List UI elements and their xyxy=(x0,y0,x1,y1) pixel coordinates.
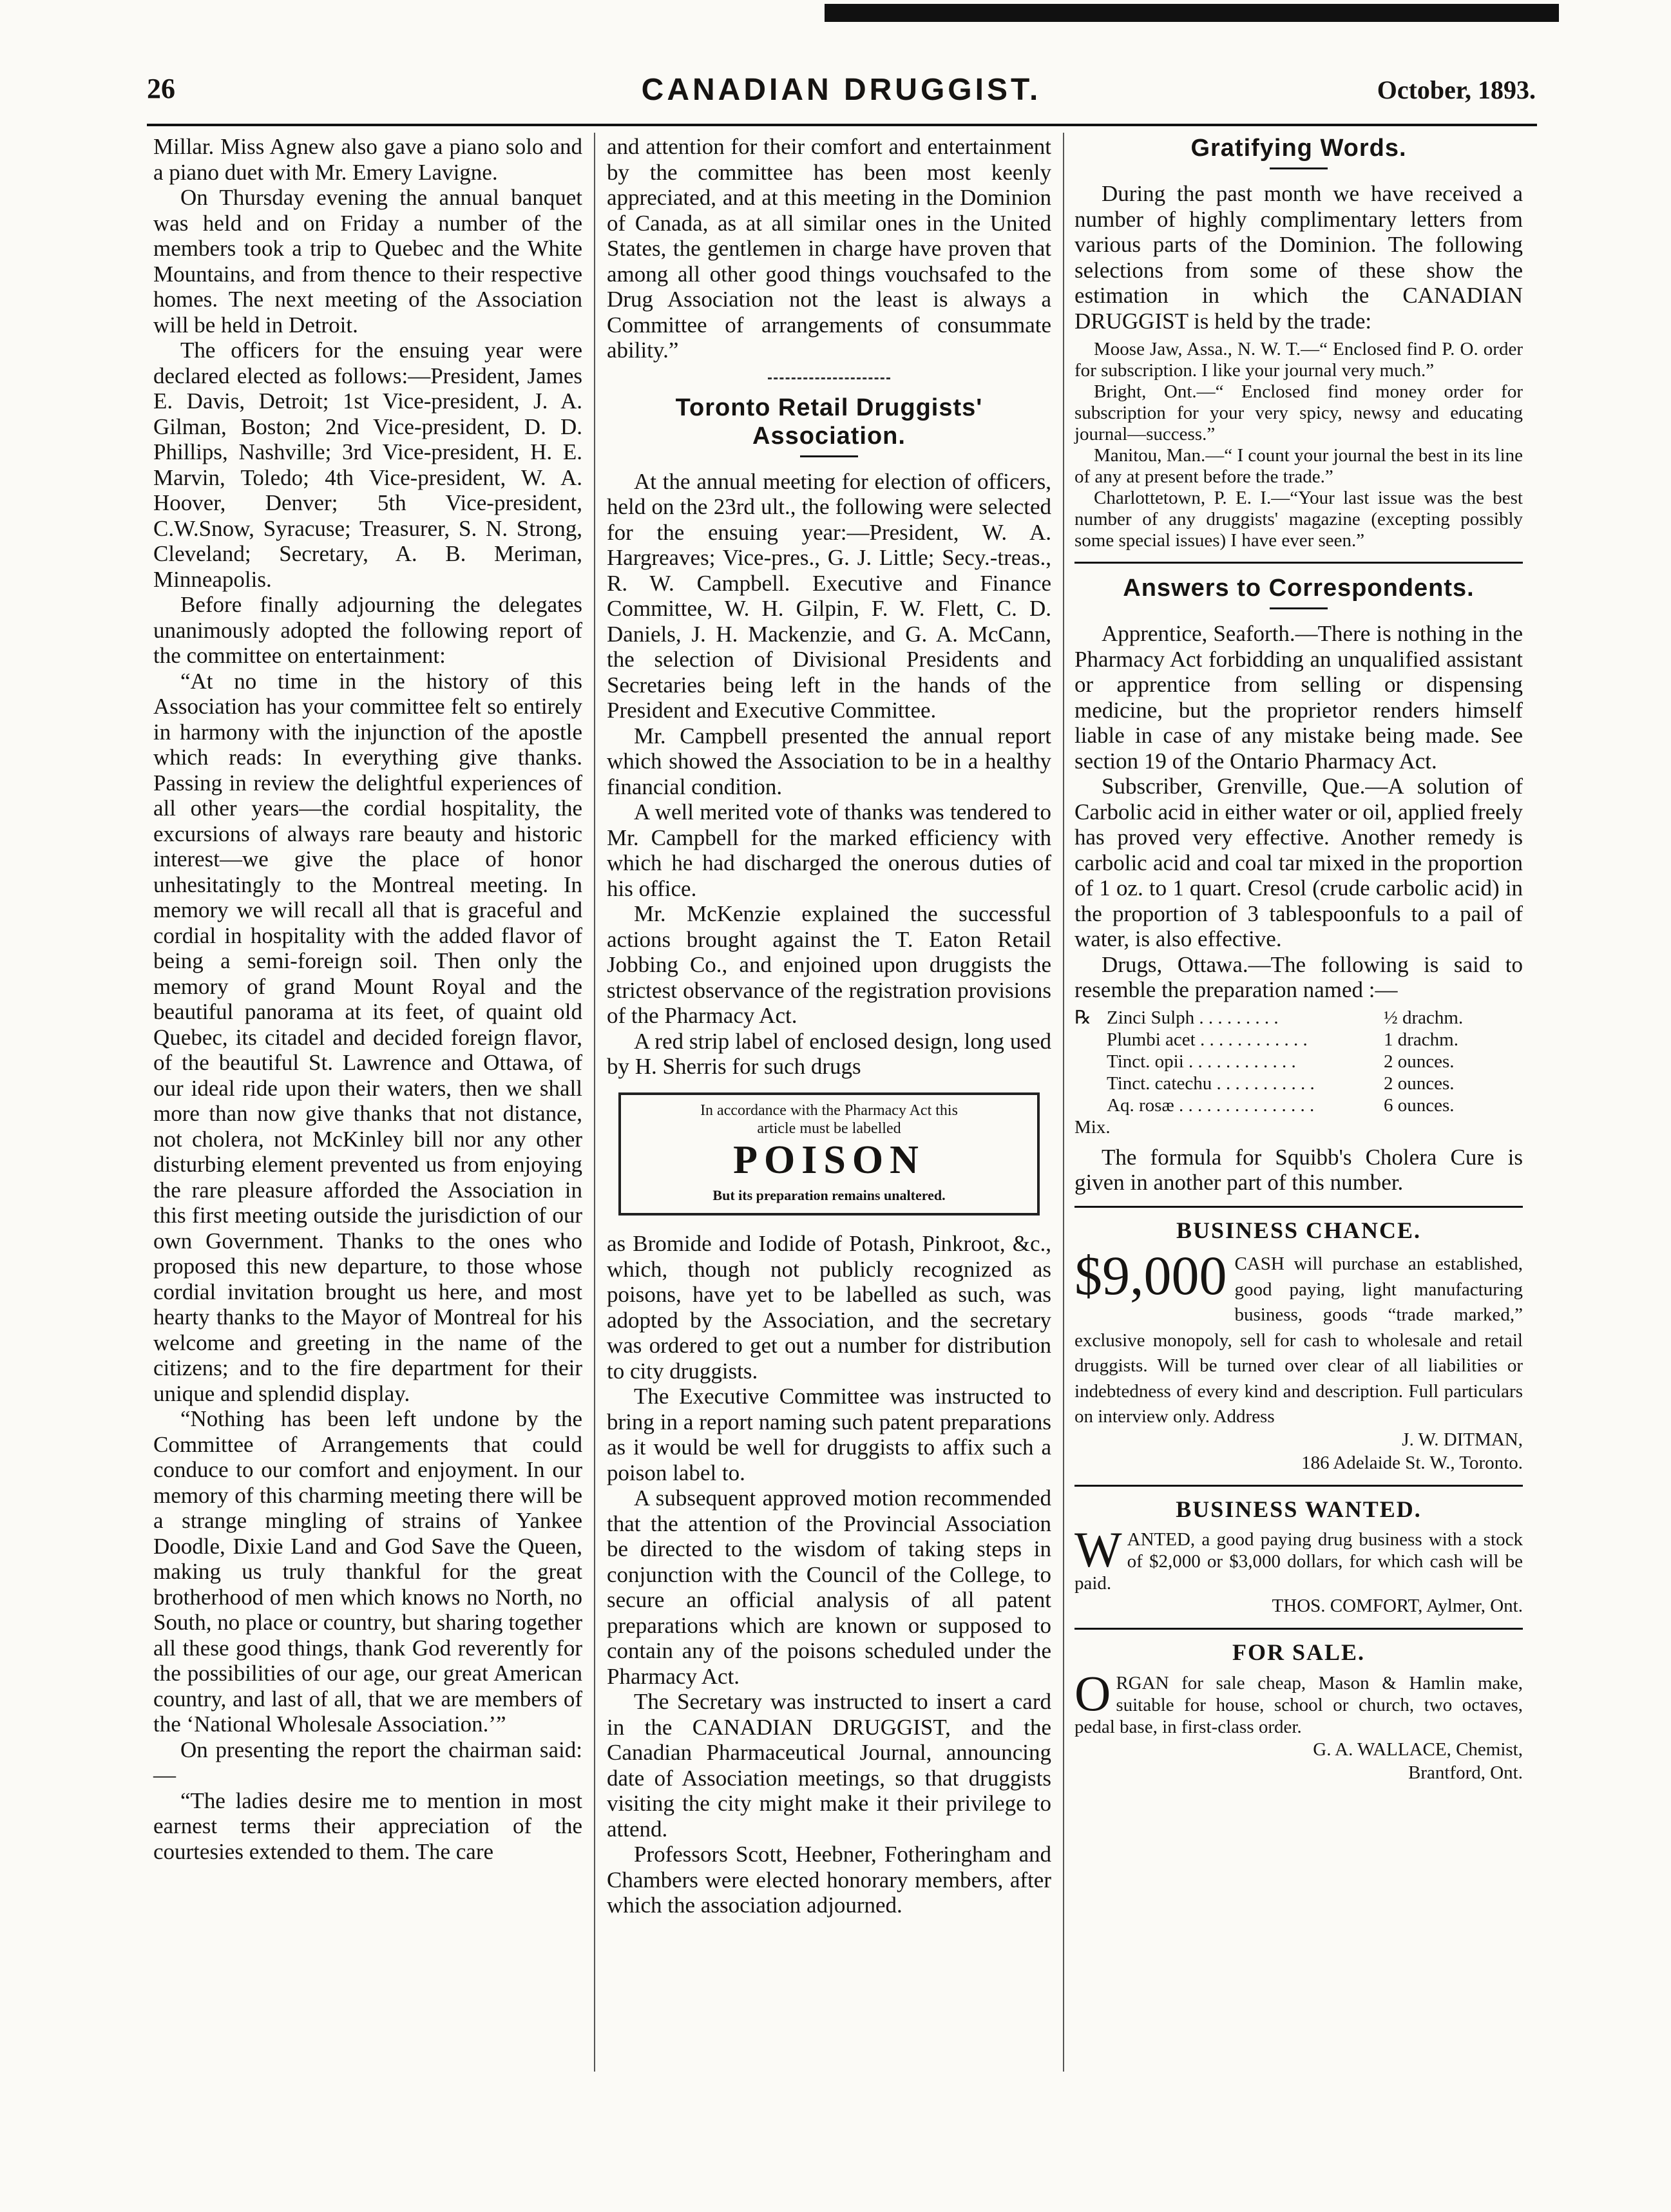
answer: Apprentice, Seaforth.—There is nothing in the Pharmacy Act forbidding an unqualified assistant or apprentice from selling or dispensing medicine, but the proprietor renders himself liable in case of any mistake being made. See section 19 of the Ontario Pharmacy Act. xyxy=(1074,621,1523,774)
paragraph: “Nothing has been left undone by the Committee of Arrangements that could conduce to our comfort and enjoyment. In our memory of this charming meeting there will be a strange mingling of strains of Yankee Doodle, Dixie Land and God Save the Queen, making us truly thankful for the great brotherhood of men which knows no North, no South, no place or country, but sharing together all these good things, thank God reverently for the possibilities of our age, our great American country, and last of all, that we are members of the ‘National Wholesale Association.’” xyxy=(153,1406,582,1737)
ad-heading-for-sale: FOR SALE. xyxy=(1232,1639,1366,1665)
paragraph: At the annual meeting for election of officers, held on the 23rd ult., the following were selected for the ensuing year:—President, W. A. Hargreaves; Vice-pres., G. J. Little; Secy.-treas., R. W. Campbell. Executive and Finance Committee, W. H. Gilpin, F. W. Flett, C. D. Daniels, J. H. Mackenzie, and G. A. McCann, the selection of Divisional Presidents and Secretaries being left in the hands of the President and Executive Committee. xyxy=(607,468,1051,723)
ad-address: 186 Adelaide St. W., Toronto. xyxy=(1301,1452,1523,1473)
ingredient-name: Tinct. opii . . . . . . . . . . . . xyxy=(1107,1051,1296,1072)
ingredient-quantity: ½ drachm. xyxy=(1384,1007,1464,1028)
paragraph: On Thursday evening the annual banquet was held and on Friday a number of the members took a trip to Quebec and the White Mountains, and from thence to their respective homes. The next meeting of the Association will be held in Detroit. xyxy=(153,185,582,338)
testimonial: Moose Jaw, Assa., N. W. T.—“ Enclosed find P. O. order for subscription. I like your journal very much.” xyxy=(1074,339,1523,381)
prescription xyxy=(1074,1007,1523,1138)
ingredient-name: Aq. rosæ . . . . . . . . . . . . . . . xyxy=(1107,1094,1315,1116)
paragraph: Mr. Campbell presented the annual report which showed the Association to be in a healthy financial condition. xyxy=(607,723,1051,799)
paragraph: Professors Scott, Heebner, Fotheringham and Chambers were elected honorary members, after which the association adjourned. xyxy=(607,1842,1051,1918)
ad-for-sale xyxy=(1074,1672,1523,1738)
paragraph: as Bromide and Iodide of Potash, Pinkroot, &c., which, though not publicly recognized as poisons, have yet to be labelled as such, was adopted by the Association, and the secretary was ordered to get out a number for distribution to city druggists. xyxy=(607,1231,1051,1384)
section-rule xyxy=(1074,1628,1523,1630)
prescription-row xyxy=(1074,1029,1523,1051)
column-2 xyxy=(607,134,1051,1918)
ad-signature: G. A. WALLACE, Chemist, xyxy=(1313,1739,1523,1760)
paragraph: “The ladies desire me to mention in most earnest terms their appreciation of the courtesies extended to them. The care xyxy=(153,1788,582,1864)
paragraph: “At no time in the history of this Association has your committee felt so entirely in harmony with the injunction of the apostle which reads: In everything give thanks. Passing in review the delightful experiences of all other years—the cordial hospitality, the excursions of always rare beauty and historic interest—we give the place of honor unhesitatingly to the Montreal meeting. In memory we will recall all that is graceful and cordial in hospitality with the added flavor of being a semi-foreign soil. Then only the memory of grand Mount Royal and the beautiful panorama at its feet, of quaint old Quebec, its citadel and decided foreign flavor, of the beautiful St. Lawrence and Ottawa, of our ideal ride upon their waters, then we shall more than now give thanks that not distance, not cholera, not McKinley bill nor any other disturbing element prevented us from enjoying the rare pleasure afforded the Association in this first meeting outside the jurisdiction of our own Government. Thanks to the ones who proposed this new departure, to those whose cordial invitation brought us here, and most hearty thanks to the Mayor of Montreal for his welcome and greeting in the name of the citizens; and to the fire department for their unique and splendid display. xyxy=(153,668,582,1406)
ad-heading-business-chance: BUSINESS CHANCE. xyxy=(1176,1217,1422,1243)
ingredient-quantity: 1 drachm. xyxy=(1384,1029,1458,1050)
page-header xyxy=(147,72,1536,111)
ad-business-wanted xyxy=(1074,1529,1523,1594)
prescription-row xyxy=(1074,1051,1523,1073)
paragraph: Mr. McKenzie explained the successful actions brought against the T. Eaton Retail Jobbing Co., and enjoined upon druggists the strictest observance of the registration provisions of the Pharmacy Act. xyxy=(607,901,1051,1028)
paragraph: On presenting the report the chairman said:— xyxy=(153,1737,582,1788)
testimonial-quotes xyxy=(1074,339,1523,551)
ingredient-name: Zinci Sulph . . . . . . . . . xyxy=(1107,1007,1279,1028)
paragraph: Millar. Miss Agnew also gave a piano solo and a piano duet with Mr. Emery Lavigne. xyxy=(153,134,582,185)
prescription-mix: Mix. xyxy=(1074,1116,1111,1138)
heading-rule xyxy=(1270,167,1328,169)
testimonial: Manitou, Man.—“ I count your journal the best in its line of any at present before the trade.” xyxy=(1074,445,1523,487)
testimonial: Bright, Ont.—“ Enclosed find money order for subscription for your very spicy, newsy and educating journal—success.” xyxy=(1074,381,1523,444)
paragraph: The Secretary was instructed to insert a card in the CANADIAN DRUGGIST, and the Canadian Pharmaceutical Journal, announcing date of Association meetings, so that druggists visiting the city might make it their privilege to attend. xyxy=(607,1689,1051,1842)
heading-rule xyxy=(800,455,858,457)
ingredient-name: Tinct. catechu . . . . . . . . . . . xyxy=(1107,1073,1315,1094)
ad-heading-business-wanted: BUSINESS WANTED. xyxy=(1176,1496,1422,1522)
answer: Drugs, Ottawa.—The following is said to resemble the preparation named :— xyxy=(1074,951,1523,1002)
paragraph: The officers for the ensuing year were declared elected as follows:—President, James E. Davis, Detroit; 1st Vice-president, J. A. Gilman, Boston; 2nd Vice-president, D. D. Phillips, Nashville; 3rd Vice-president, H. E. Marvin, Toledo; 4th Vice-president, W. A. Hoover, Denver; 5th Vice-president, C.W.Snow, Syracuse; Treasurer, S. N. Strong, Cleveland; Secretary, A. B. Meriman, Minneapolis. xyxy=(153,338,582,592)
paragraph: During the past month we have received a number of highly complimentary letters from various parts of the Dominion. The following selections from some of these show the estimation in which the CANADIAN DRUGGIST is held by the trade: xyxy=(1074,181,1523,334)
section-heading-answers: Answers to Correspondents. xyxy=(1123,575,1475,602)
column-3 xyxy=(1074,134,1523,1784)
header-rule xyxy=(147,124,1537,126)
column-1 xyxy=(153,134,582,1864)
prescription-row xyxy=(1074,1007,1523,1029)
poison-label-illustration xyxy=(618,1092,1040,1216)
testimonial: Charlottetown, P. E. I.—“Your last issue was the best number of any druggists' magazine (excepting possibly some special issues) I have ever seen.” xyxy=(1074,488,1523,551)
ingredient-quantity: 2 ounces. xyxy=(1384,1051,1455,1072)
ad-signature: THOS. COMFORT, Aylmer, Ont. xyxy=(1272,1596,1523,1616)
prescription-row xyxy=(1074,1073,1523,1094)
ad-signature: J. W. DITMAN, xyxy=(1402,1429,1523,1450)
ingredient-quantity: 2 ounces. xyxy=(1384,1073,1455,1094)
rx-symbol: ℞ xyxy=(1074,1007,1091,1028)
ad-price: $9,000 xyxy=(1074,1250,1227,1306)
ingredient-quantity: 6 ounces. xyxy=(1384,1094,1455,1116)
prescription-row xyxy=(1074,1094,1523,1116)
ad-address: Brantford, Ont. xyxy=(1408,1762,1523,1783)
answer: Subscriber, Grenville, Que.—A solution of Carbolic acid in either water or oil, applied freely has proved very effective. Another remedy is carbolic acid and coal tar mixed in the proportion of 1 oz. to 1 quart. Cresol (crude carbolic acid) in the proportion of 3 tablespoonfuls to a pail of water, is also effective. xyxy=(1074,774,1523,951)
heading-rule xyxy=(1270,607,1328,609)
ad-business-chance xyxy=(1074,1250,1523,1428)
section-rule xyxy=(1074,1485,1523,1487)
paragraph: and attention for their comfort and entertainment by the committee has been most keenly appreciated, and at this meeting in the Dominion of Canada, as at all similar ones in the United States, the gentlemen in charge have proven that among all other good things vouchsafed to the Drug Association not the least is always a Committee of arrangements of consummate ability.” xyxy=(607,134,1051,363)
ad-text: ANTED, a good paying drug business with a stock of $2,000 or $3,000 dollars, for which cash will be paid. xyxy=(1074,1529,1523,1594)
issue-date: October, 1893. xyxy=(1377,75,1536,104)
drop-cap: O xyxy=(1074,1672,1111,1721)
section-rule xyxy=(1074,1206,1523,1208)
section-heading-gratifying-words: Gratifying Words. xyxy=(1190,135,1407,162)
paragraph: A well merited vote of thanks was tendered to Mr. Campbell for the marked efficiency with which he had discharged the onerous duties of his office. xyxy=(607,799,1051,901)
label-poison-word: POISON xyxy=(733,1138,925,1182)
paragraph: Before finally adjourning the delegates unanimously adopted the following report of the committee on entertainment: xyxy=(153,592,582,668)
page-number: 26 xyxy=(147,73,175,104)
ingredient-name: Plumbi acet . . . . . . . . . . . . xyxy=(1107,1029,1308,1050)
label-note: But its preparation remains unaltered. xyxy=(712,1187,946,1203)
ad-text: CASH will purchase an established, good paying, light manufacturing business, goods “trade marked,” exclusive monopoly, sell for cash to wholesale and retail druggists. Will be turned over clear of all liabilities or indebtedness of every kind and description. Full particulars on interview only. Address xyxy=(1074,1254,1523,1427)
paragraph: The Executive Committee was instructed to bring in a report naming such patent preparations as it would be well for druggists to affix such a poison label to. xyxy=(607,1384,1051,1485)
ad-text: RGAN for sale cheap, Mason & Hamlin make, suitable for house, school or church, two octaves, pedal base, in first-class order. xyxy=(1074,1672,1523,1737)
paragraph: A red strip label of enclosed design, long used by H. Sherris for such drugs xyxy=(607,1028,1051,1079)
section-heading-toronto-association: Toronto Retail Druggists' Association. xyxy=(675,394,983,450)
section-divider xyxy=(768,377,890,379)
column-divider-1 xyxy=(594,133,595,2072)
journal-title: CANADIAN DRUGGIST. xyxy=(641,73,1042,107)
paragraph: The formula for Squibb's Cholera Cure is given in another part of this number. xyxy=(1074,1144,1523,1195)
top-edge-bar xyxy=(825,4,1559,22)
section-rule xyxy=(1074,562,1523,564)
column-divider-2 xyxy=(1063,133,1064,2072)
paragraph: A subsequent approved motion recommended that the attention of the Provincial Association be directed to the wisdom of taking steps in conjunction with the Council of the College, to secure an official analysis of all patent preparations which are known or supposed to contain any of the poisons scheduled under the Pharmacy Act. xyxy=(607,1485,1051,1689)
label-line-1: In accordance with the Pharmacy Act this xyxy=(700,1101,958,1119)
drop-cap: W xyxy=(1074,1529,1122,1578)
label-line-2: article must be labelled xyxy=(757,1120,901,1137)
